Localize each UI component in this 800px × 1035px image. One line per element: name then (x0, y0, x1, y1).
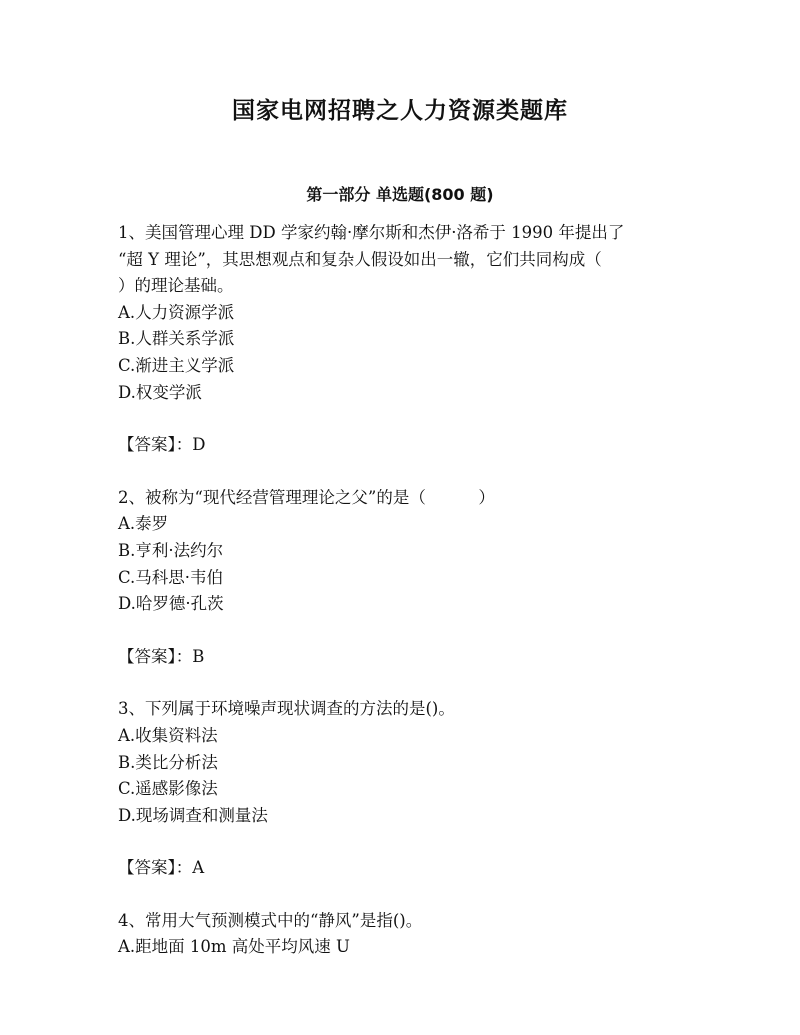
question-2 (118, 485, 688, 697)
question-1 (118, 220, 688, 485)
document-title: 国家电网招聘之人力资源类题库 (232, 98, 568, 124)
question-text-line: 1、美国管理心理 DD 学家约翰·摩尔斯和杰伊·洛希于 1990 年提出了 (118, 223, 625, 242)
spacer (118, 882, 688, 908)
option-a: A.收集资料法 (118, 725, 218, 745)
spacer (118, 829, 688, 855)
option-a: A.距地面 10m 高处平均风速 U (118, 937, 350, 957)
answer-line: 【答案】：A (118, 858, 205, 878)
answer-line: 【答案】：D (118, 435, 206, 455)
option-d: D.现场调查和测量法 (118, 805, 268, 825)
question-list (118, 220, 688, 961)
question-text-line: ）的理论基础。 (118, 276, 234, 296)
spacer (118, 618, 688, 644)
spacer (118, 406, 688, 432)
answer-line: 【答案】：B (118, 646, 205, 666)
spacer (118, 459, 688, 485)
option-c: C.马科思·韦伯 (118, 567, 224, 587)
question-text-line: 4、常用大气预测模式中的“静风”是指()。 (118, 910, 423, 930)
option-a: A.人力资源学派 (118, 302, 235, 322)
spacer (118, 670, 688, 696)
option-b: B.类比分析法 (118, 752, 218, 772)
section-heading: 第一部分 单选题(800 题) (306, 185, 494, 204)
option-c: C.遥感影像法 (118, 779, 218, 799)
option-a: A.泰罗 (118, 514, 169, 534)
question-text-line: 2、被称为“现代经营管理理论之父”的是（ ） (118, 487, 495, 507)
question-3 (118, 696, 688, 908)
option-b: B.亨利·法约尔 (118, 540, 224, 560)
question-4 (118, 908, 688, 961)
question-text-line: “超 Y 理论”，其思想观点和复杂人假设如出一辙，它们共同构成（ (118, 249, 602, 269)
option-d: D.权变学派 (118, 382, 202, 402)
question-text-line: 3、下列属于环境噪声现状调查的方法的是()。 (118, 699, 455, 719)
option-b: B.人群关系学派 (118, 329, 235, 349)
option-c: C.渐进主义学派 (118, 355, 235, 375)
option-d: D.哈罗德·孔茨 (118, 594, 224, 614)
